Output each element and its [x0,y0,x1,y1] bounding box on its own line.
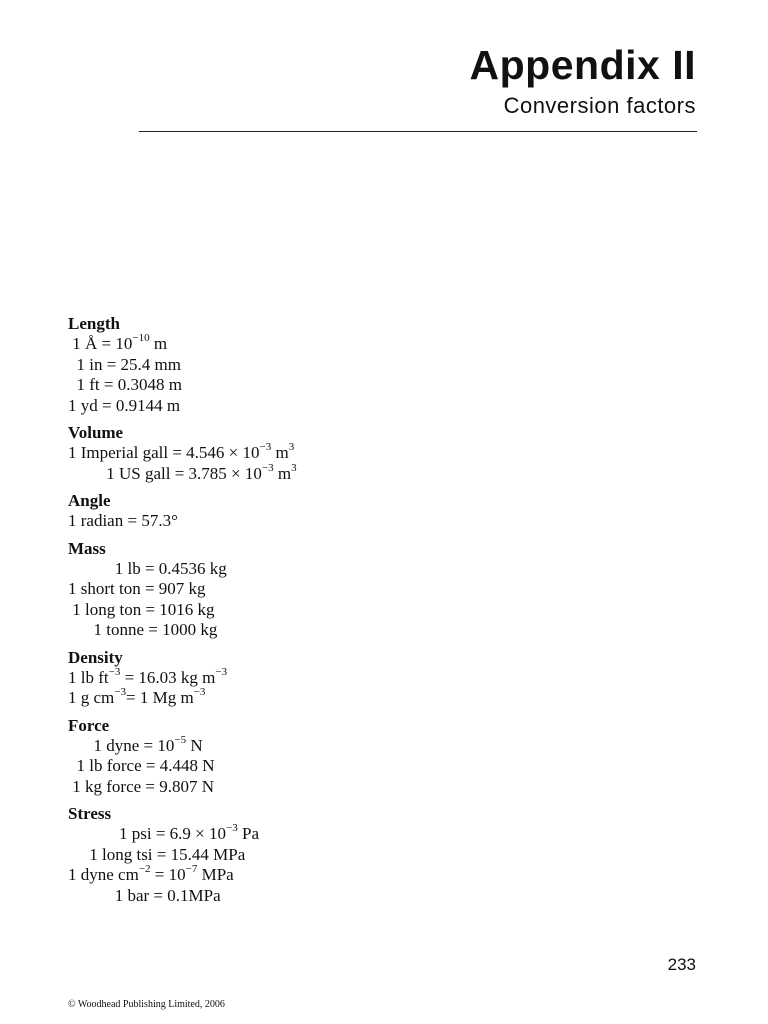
superscript: −3 [226,822,238,835]
section-angle [68,491,568,532]
conversion-line [68,688,568,709]
superscript: −2 [138,863,151,876]
page-subtitle: Conversion factors [503,93,696,118]
superscript: −3 [193,686,206,699]
section-heading: Force [68,715,110,735]
page-title: Appendix II [469,42,696,88]
title-divider [139,131,697,132]
conversion-line [68,733,568,757]
conversion-line [68,865,568,886]
conversion-line: 1 long ton = 1016 kg [68,599,215,619]
superscript: −3 [114,686,126,699]
conversion-line [68,665,568,689]
conversion-line: 1 yd = 0.9144 m [68,395,181,415]
section-heading: Stress [68,804,112,823]
superscript: −3 [215,665,228,678]
conversion-text: = 1 Mg m [126,688,194,707]
superscript: −5 [174,733,187,746]
section-heading: Volume [68,423,124,442]
conversion-line: 1 ft = 0.3048 m [68,375,182,394]
conversion-text: = 16.03 kg m [120,667,216,687]
conversion-line [68,443,568,464]
section-mass [68,539,568,641]
conversion-line: 1 long tsi = 15.44 MPa [68,844,246,864]
page-number: 233 [667,955,696,974]
conversion-text: 1 Imperial gall = 4.546 × 10 [68,443,260,462]
conversion-text: N [186,735,203,755]
conversion-text: 1 Å = 10 [68,334,133,353]
superscript: −3 [261,461,274,474]
conversion-text: 1 dyne = 10 [68,735,175,755]
conversion-line: 1 radian = 57.3° [68,511,178,530]
superscript: 3 [288,441,295,454]
section-heading: Length [68,314,120,333]
copyright-notice: © Woodhead Publishing Limited, 2006 [68,999,225,1010]
conversion-text: 1 g cm [68,688,115,707]
section-heading: Density [68,647,123,667]
conversion-line [68,824,568,845]
superscript: −7 [185,863,198,876]
conversion-factors-list [68,314,568,913]
conversion-line: 1 tonne = 1000 kg [68,620,218,639]
conversion-text: 1 US gall = 3.785 × 10 [68,463,262,483]
section-volume [68,423,568,484]
section-heading: Mass [68,538,106,558]
superscript: −10 [132,332,150,345]
section-force [68,716,568,798]
conversion-line: 1 kg force = 9.807 N [68,776,215,796]
conversion-line: 1 in = 25.4 mm [68,354,182,374]
conversion-line: 1 short ton = 907 kg [68,579,206,598]
conversion-text: = 10 [150,865,186,884]
conversion-text: MPa [197,865,234,884]
conversion-line [68,461,568,485]
superscript: −3 [259,441,272,454]
section-density [68,648,568,709]
section-stress [68,804,568,906]
superscript: −3 [108,665,121,678]
superscript: 3 [291,461,297,474]
conversion-line: 1 bar = 0.1MPa [68,885,221,905]
conversion-text: m [273,463,292,483]
conversion-text: 1 dyne cm [68,865,139,884]
conversion-text: 1 psi = 6.9 × 10 [68,824,227,843]
conversion-text: m [149,334,168,353]
conversion-text: Pa [237,824,259,843]
conversion-line: 1 lb force = 4.448 N [68,756,215,775]
conversion-line: 1 lb = 0.4536 kg [68,558,227,578]
conversion-text: 1 lb ft [68,667,109,687]
section-length [68,314,568,416]
section-heading: Angle [68,491,111,510]
conversion-text: m [271,443,289,462]
conversion-line [68,334,568,355]
